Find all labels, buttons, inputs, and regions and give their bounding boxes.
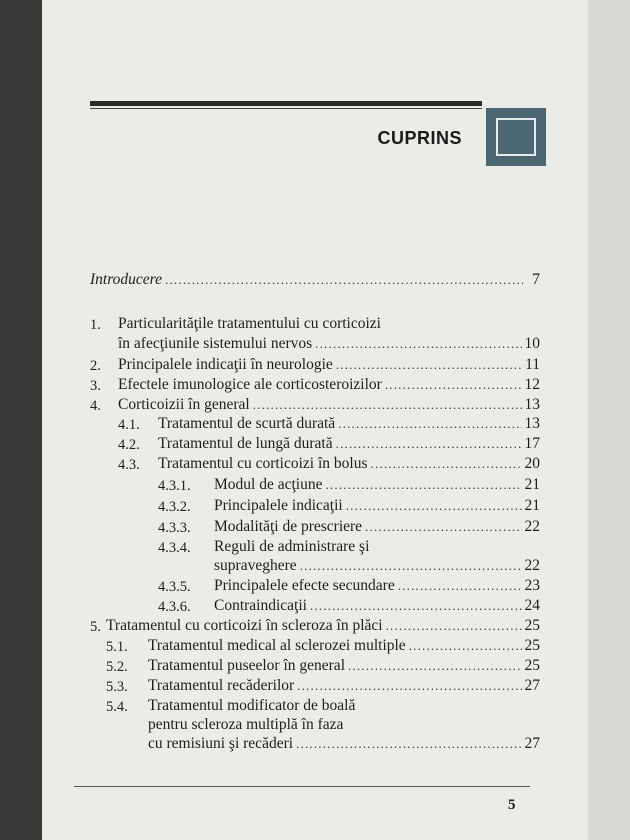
toc-entry-title: Modul de acţiune [214,476,323,493]
toc-entry-title: Tratamentul de lungă durată [158,435,333,452]
toc-entry-1 [118,334,540,354]
toc-entry-title: Corticoizii în general [118,396,250,413]
toc-page-number: 22 [524,518,540,535]
toc-number: 5.3. [106,679,128,695]
toc-page-number: 27 [524,735,540,752]
toc-page-number: 13 [524,415,540,432]
toc-page-number: 12 [524,376,540,393]
toc-entry-title: Principalele efecte secundare [214,577,395,594]
leader-dots [325,475,521,495]
leader-dots [371,454,522,474]
toc-page-number: 25 [524,637,540,654]
toc-page-number: 25 [524,657,540,674]
toc-page-number: 27 [524,677,540,694]
page-title: CUPRINS [377,128,462,148]
toc-number: 4.3. [118,457,140,473]
toc-entry-5 [106,616,540,636]
leader-dots [385,375,522,395]
toc-entry-4-3-2 [214,496,540,516]
toc-entry-3 [118,375,540,395]
toc-entry-5-3 [148,676,540,696]
toc-page-number: 21 [524,497,540,514]
toc-entry-2 [118,355,540,375]
toc-entry-4-1 [158,414,540,434]
toc-entry-4-3-6 [214,596,540,616]
toc-number: 4. [90,398,101,414]
leader-dots [409,636,522,656]
toc-page-number: 22 [524,557,540,574]
toc-page-number: 20 [524,455,540,472]
toc-entry-4-2 [158,434,540,454]
leader-dots [336,434,522,454]
toc-entry-4-3-5 [214,576,540,596]
toc-number: 5. [90,619,101,635]
toc-number: 4.3.4. [158,540,191,556]
leader-dots [365,517,521,537]
toc-number: 4.3.1. [158,478,191,494]
toc-entry-5-4 [148,734,540,754]
toc-number: 5.2. [106,659,128,675]
leader-dots [348,656,522,676]
toc-page-number: 21 [524,476,540,493]
toc-entry-title-cont: cu remisiuni şi recăderi [148,735,294,752]
toc-page-number: 25 [524,617,540,634]
toc-entry-5-1 [148,636,540,656]
toc-entry-4-3 [158,454,540,474]
toc-number: 2. [90,358,101,374]
footer-rule [74,786,530,787]
toc-entry-5-2 [148,656,540,676]
toc-entry-4 [118,395,540,415]
toc-entry-title: Tratamentul medical al sclerozei multiple [148,637,406,654]
leader-dots [346,496,522,516]
leader-dots [315,334,521,354]
toc-number: 1. [90,317,101,333]
toc-page-number: 17 [524,435,540,452]
toc-entry-title: Principalele indicaţii în neurologie [118,356,333,373]
toc-page-number: 11 [525,356,540,373]
toc-number: 5.1. [106,639,128,655]
leader-dots [297,676,521,696]
toc-entry-title: Tratamentul cu corticoizi în scleroza în plăci [106,617,383,634]
toc-entry-title: Tratamentul de scurtă durată [158,415,336,432]
toc-entry-4-3-3 [214,517,540,537]
toc-entry-title: Tratamentul puseelor în general [148,657,345,674]
leader-dots [296,734,521,754]
toc-page-number: 24 [524,597,540,614]
leader-dots [165,270,523,290]
toc-number: 4.3.2. [158,499,191,515]
toc-entry-title-cont: în afecţiunile sistemului nervos [118,335,313,352]
leader-dots [336,355,522,375]
toc-entry-title: Particularităţile tratamentului cu corticoizi [118,315,381,332]
toc-entry-title: Introducere [90,271,163,288]
toc-number: 5.4. [106,699,128,715]
toc-number: 4.1. [118,417,140,433]
toc-entry-title: Principalele indicaţii [214,497,343,514]
toc-number: 4.3.5. [158,579,191,595]
leader-dots [310,596,522,616]
toc-number: 4.3.3. [158,520,191,536]
toc-page-number: 13 [524,396,540,413]
leader-dots [386,616,522,636]
toc-entry-4-3-1 [214,475,540,495]
leader-dots [300,556,522,576]
toc-page-number: 7 [532,271,540,288]
leader-dots [253,395,522,415]
toc-entry-4-3-4 [214,556,540,576]
toc-number: 4.3.6. [158,599,191,615]
toc-entry-title-cont: pentru scleroza multiplă în faza [148,716,344,733]
toc-entry-title: Modalităţi de prescriere [214,518,363,535]
toc-number: 3. [90,378,101,394]
toc-entry-title: Efectele imunologice ale corticosteroizilor [118,376,382,393]
toc-entry-title: Tratamentul cu corticoizi în bolus [158,455,368,472]
toc-entry-title-cont: supraveghere [214,557,297,574]
leader-dots [398,576,522,596]
toc-page-number: 10 [524,335,540,352]
toc-entry-title: Tratamentul recăderilor [148,677,295,694]
page-number: 5 [508,797,516,813]
toc-entry-title: Tratamentul modificator de boală [148,697,356,714]
toc-entry-introducere [90,270,540,290]
toc-page-number: 23 [524,577,540,594]
toc-number: 4.2. [118,437,140,453]
toc-entry-title: Contraindicaţii [214,597,307,614]
leader-dots [338,414,521,434]
toc-entry-title: Reguli de administrare şi [214,538,370,555]
